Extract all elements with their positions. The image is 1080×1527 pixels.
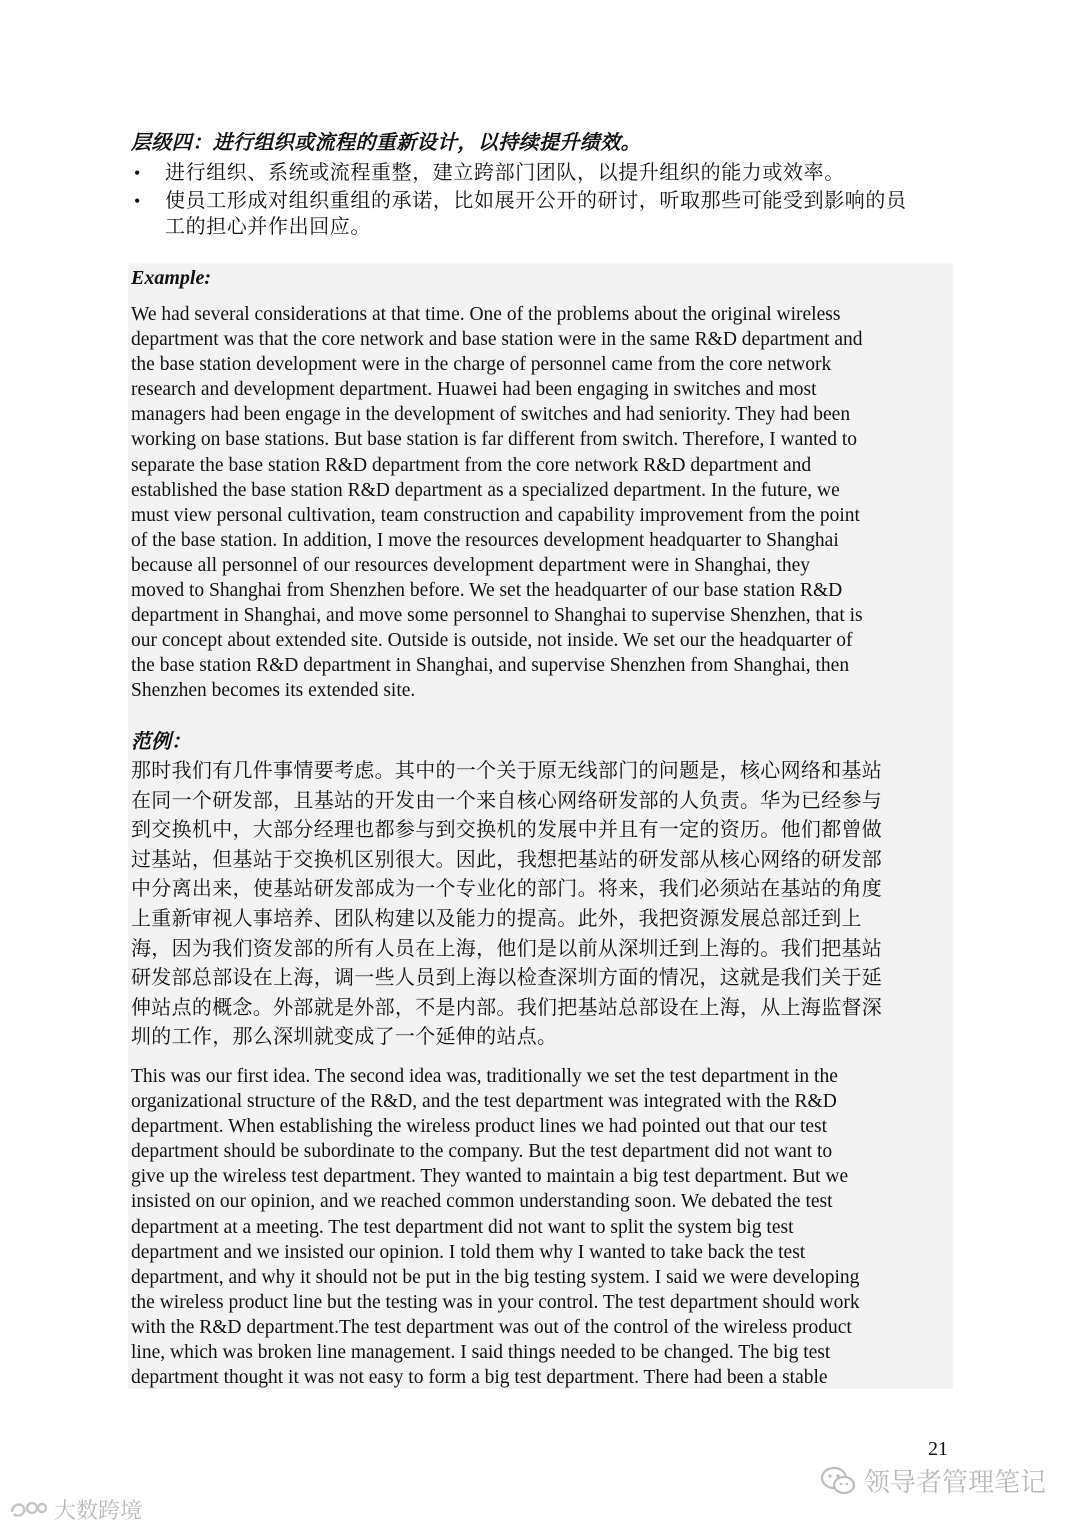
bullet-dot: • [134,163,141,183]
text-line: established the base station R&D department as a specialized department. In the future, we [131,479,840,501]
example-paragraph-chinese [131,757,956,1053]
text-line: 上重新审视人事培养、团队构建以及能力的提高。此外，我把资源发展总部迁到上 [131,907,862,930]
wechat-icon [820,1466,856,1496]
example-paragraph-english-1 [131,302,956,704]
text-line: 过基站，但基站于交换机区别很大。因此，我想把基站的研发部从核心网络的研发部 [131,848,883,871]
text-line: the base station R&D department in Shanghai, and supervise Shenzhen from Shanghai, then [131,655,850,677]
level-bullet-list [131,160,956,242]
text-line: 那时我们有几件事情要考虑。其中的一个关于原无线部门的问题是，核心网络和基站 [131,760,883,782]
text-line: We had several considerations at that time. One of the problems about the original wireless [131,304,841,325]
text-line: research and development department. Huawei had been engaging in switches and most [131,379,817,401]
text-line: 中分离出来，使基站研发部成为一个专业化的部门。将来，我们必须站在基站的角度 [131,878,883,901]
text-line: the wireless product line but the testing was in your control. The test department should work [131,1291,860,1313]
bullet-item [131,188,956,240]
example-paragraph-english-2 [131,1064,956,1390]
text-line: department, and why it should not be put in the big testing system. I said we were developing [131,1266,860,1288]
bullet-line: 进行组织、系统或流程重整，建立跨部门团队，以提升组织的能力或效率。 [165,162,845,184]
text-line: organizational structure of the R&D, and the test department was integrated with the R&D [131,1091,837,1113]
text-line: must view personal cultivation, team construction and capability improvement from the point [131,504,860,526]
text-line: department thought it was not easy to form a big test department. There had been a stable [131,1367,828,1389]
text-line: moved to Shanghai from Shenzhen before. We set the headquarter of our base station R&D [131,580,843,602]
text-line: 到交换机中，大部分经理也都参与到交换机的发展中并且有一定的资历。他们都曾做 [131,819,883,842]
page-number: 21 [928,1438,948,1460]
bullet-dot: • [134,191,141,211]
text-line: because all personnel of our resources development department were in Shanghai, they [131,554,811,576]
brand-logo-icon [8,1498,48,1522]
text-line: department. When establishing the wireless product lines we had pointed out that our test [131,1116,828,1138]
text-line: department and we insisted our opinion. I told them why I wanted to take back the test [131,1241,806,1263]
text-line: department was that the core network and base station were in the same R&D department and [131,329,863,351]
text-line: insisted on our opinion, and we reached common understanding soon. We debated the test [131,1191,833,1213]
text-line: managers had been engage in the development of switches and had seniority. They had been [131,404,851,426]
text-line: of the base station. In addition, I move the resources development headquarter to Shanghai [131,529,839,551]
text-line: 圳的工作，那么深圳就变成了一个延伸的站点。 [131,1026,558,1049]
text-line: 研发部总部设在上海，调一些人员到上海以检查深圳方面的情况，这就是我们关于延 [131,967,883,990]
text-line: separate the base station R&D department from the core network R&D department and [131,454,812,476]
example-label-chinese: 范例： [131,731,191,753]
text-line: our concept about extended site. Outside is outside, not inside. We set our the headquarter of [131,630,853,652]
text-line: department should be subordinate to the company. But the test department did not want to [131,1141,833,1163]
text-line: give up the wireless test department. They wanted to maintain a big test department. But we [131,1166,849,1188]
level-four-heading: 层级四：进行组织或流程的重新设计，以持续提升绩效。 [131,132,641,154]
text-line: department at a meeting. The test department did not want to split the system big test [131,1216,794,1238]
text-line: This was our first idea. The second idea was, traditionally we set the test department in the [131,1066,838,1087]
text-line: 海，因为我们资发部的所有人员在上海，他们是以前从深圳迁到上海的。我们把基站 [131,937,883,960]
bullet-item [131,160,956,186]
watermark-right-text: 领导者管理笔记 [863,1468,1046,1498]
text-line: 伸站点的概念。外部就是外部，不是内部。我们把基站总部设在上海，从上海监督深 [131,996,883,1019]
watermark-right [820,1462,1046,1499]
text-line: 在同一个研发部，且基站的开发由一个来自核心网络研发部的人负责。华为已经参与 [131,789,883,812]
text-line: department in Shanghai, and move some personnel to Shanghai to supervise Shenzhen, that is [131,605,863,627]
text-line: working on base stations. But base station is far different from switch. Therefore, I wanted to [131,429,858,451]
text-line: with the R&D department.The test department was out of the control of the wireless product [131,1316,852,1338]
watermark-left [8,1494,142,1525]
text-line: the base station development were in the charge of personnel came from the core network [131,354,832,376]
text-line: line, which was broken line management. I said things needed to be changed. The big test [131,1342,831,1364]
bullet-line: 工的担心并作出回应。 [165,216,371,238]
text-line: Shenzhen becomes its extended site. [131,680,416,702]
watermark-left-text: 大数跨境 [54,1499,143,1524]
example-label: Example: [131,267,211,289]
bullet-line: 使员工形成对组织重组的承诺，比如展开公开的研讨，听取那些可能受到影响的员 [165,190,907,212]
